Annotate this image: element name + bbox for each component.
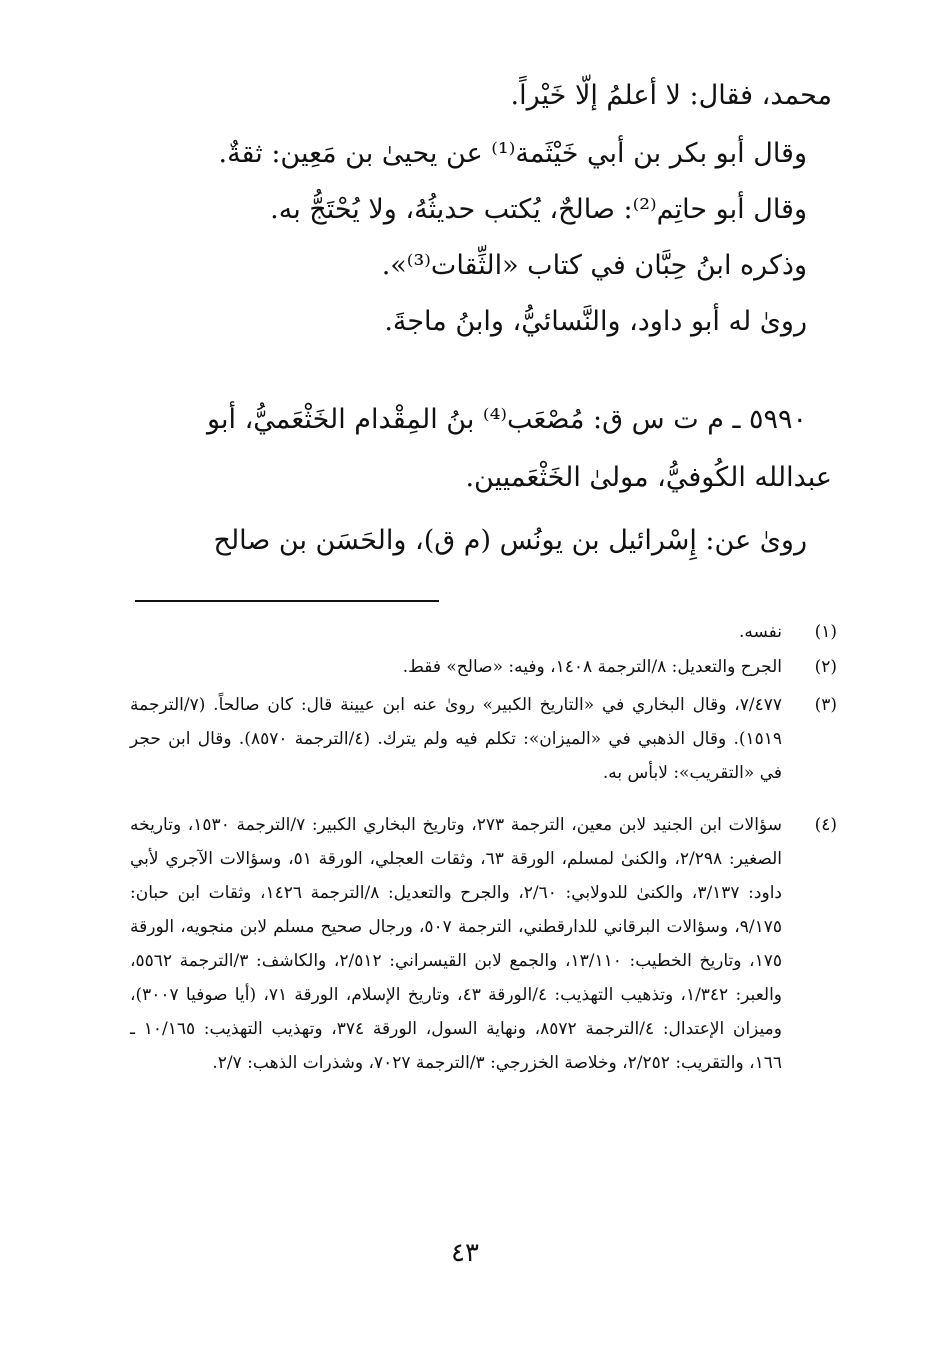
text-line: عبدالله الكُوفيُّ، مولىٰ الخَثْعَميين.	[465, 462, 832, 493]
page-number: ٤٣	[451, 1238, 479, 1268]
text-line: محمد، فقال: لا أعلمُ إلّا خَيْراً.	[510, 80, 832, 111]
text-line: وذكره ابنُ حِبَّان في كتاب «الثِّقات⁽³⁾».	[381, 250, 807, 281]
footnote	[130, 808, 837, 1080]
footnote-divider	[135, 600, 439, 602]
footnote-number: (٤)	[814, 815, 837, 835]
entry-heading: ٥٩٩٠ ـ م ت س ق: مُصْعَب⁽⁴⁾ بنُ المِقْدام الخَثْعَميُّ، أبو	[207, 404, 807, 435]
text-line: روىٰ له أبو داود، والنَّسائيُّ، وابنُ ماجةَ.	[384, 306, 807, 337]
footnote-number: (١)	[814, 622, 837, 642]
footnote	[130, 688, 837, 790]
text-line: روىٰ عن: إِسْرائيل بن يونُس (م ق)، والحَسَن بن صالح	[213, 525, 807, 556]
footnote-text: سؤالات ابن الجنيد لابن معين، الترجمة ٢٧٣، وتاريخ البخاري الكبير: ٧/الترجمة ١٥٣٠، وتاريخه الصغير: ٢/٢٩٨، والكنىٰ لمسلم، الورقة ٦٣، وثقات العجلي، الورقة ٥١، وسؤالات الآجري لأبي داود: ٣/١٣٧، والكنىٰ للدولابي: ٢/٦٠، والجرح والتعديل: ٨/الترجمة ١٤٢٦، وثقات ابن حبان: ٩/١٧٥، وسؤالات البرقاني للدارقطني، الترجمة ٥٠٧، ورجال صحيح مسلم لابن منجويه، الورقة ١٧٥، وتاريخ الخطيب: ١٣/١١٠، والجمع لابن القيسراني: ٢/٥١٢، والكاشف: ٣/الترجمة ٥٥٦٢، والعبر: ١/٣٤٢، وتذهيب التهذيب: ٤/الورقة ٤٣، وتاريخ الإسلام، الورقة ٧١، (أيا صوفيا ٣٠٠٧)، وميزان الإعتدال: ٤/الترجمة ٨٥٧٢، ونهاية السول، الورقة ٣٧٤، وتهذيب التهذيب: ١٠/١٦٥ ـ ١٦٦، والتقريب: ٢/٢٥٢، وخلاصة الخزرجي: ٣/الترجمة ٧٠٢٧، وشذرات الذهب: ٢/٧.	[130, 815, 783, 1073]
footnote-number: (٣)	[814, 695, 837, 715]
footnote-text: نفسه.	[738, 622, 782, 642]
text-line: وقال أبو حاتِم⁽²⁾: صالحٌ، يُكتب حديثُهُ، ولا يُحْتَجُّ به.	[270, 194, 807, 225]
footnote	[130, 650, 837, 684]
footnote-number: (٢)	[814, 657, 837, 677]
footnote-text: الجرح والتعديل: ٨/الترجمة ١٤٠٨، وفيه: «صالح» فقط.	[402, 657, 782, 677]
footnote	[130, 615, 837, 649]
footnote-text: ٧/٤٧٧، وقال البخاري في «التاريخ الكبير» روىٰ عنه ابن عيينة قال: كان صالحاً. (٧/الترجمة ١٥١٩). وقال الذهبي في «الميزان»: تكلم فيه ولم يترك. (٤/الترجمة ٨٥٧٠). وقال ابن حجر في «التقريب»: لابأس به.	[130, 695, 783, 783]
text-line: وقال أبو بكر بن أبي خَيْثَمة⁽¹⁾ عن يحيىٰ بن مَعِين: ثقةٌ.	[218, 138, 807, 169]
